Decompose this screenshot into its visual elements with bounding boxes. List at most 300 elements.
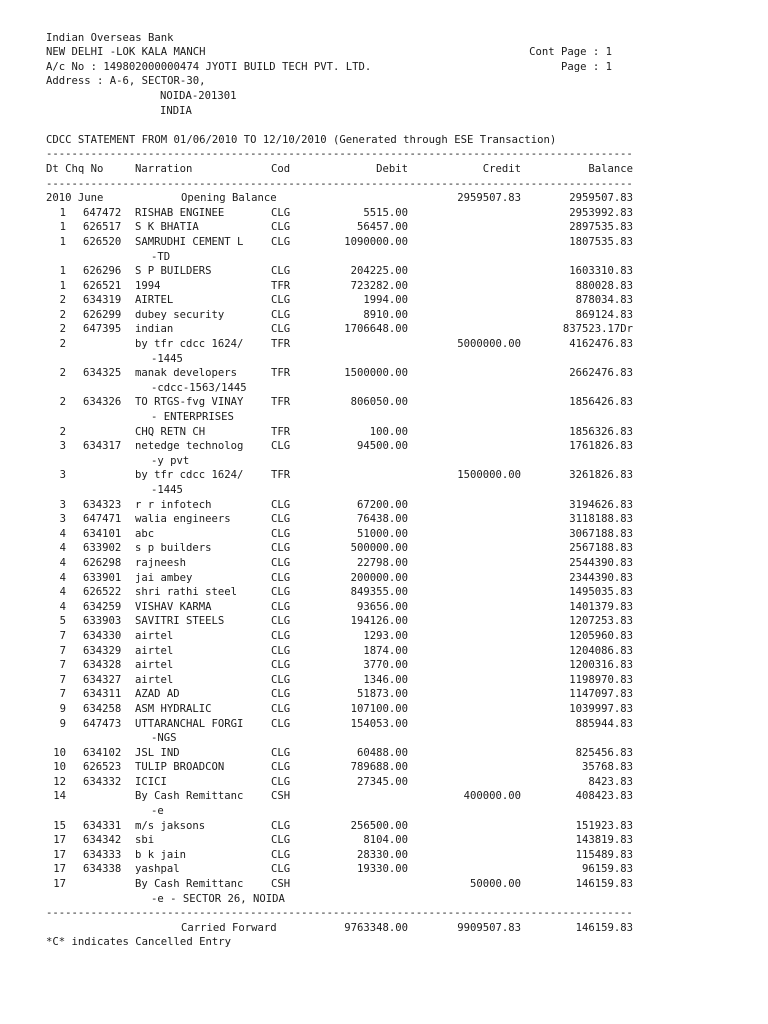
row-balance: 1495035.83 [569, 586, 633, 599]
row-narration: b k jain [135, 848, 187, 861]
transaction-row [46, 717, 656, 732]
row-narration: jai ambey [135, 571, 193, 584]
row-code: CLG [271, 863, 291, 876]
row-code: TFR [271, 425, 291, 438]
narration-continuation-text: -e - SECTOR 26, NOIDA [151, 892, 285, 905]
row-debit: 60488.00 [356, 746, 408, 759]
transaction-row [46, 512, 656, 527]
row-date: 4 [59, 571, 66, 584]
row-debit: 789688.00 [350, 761, 408, 774]
transaction-row [46, 789, 656, 804]
row-narration: CHQ RETN CH [135, 425, 206, 438]
row-debit: 51873.00 [356, 688, 408, 701]
row-narration: TULIP BROADCON [135, 761, 225, 774]
row-debit: 723282.00 [350, 279, 408, 292]
address-line-3: INDIA [160, 104, 192, 117]
row-debit: 5515.00 [363, 206, 408, 219]
row-date: 4 [59, 556, 66, 569]
transaction-row [46, 571, 656, 586]
row-balance: 151923.83 [575, 819, 633, 832]
row-balance: 1147097.83 [569, 688, 633, 701]
transaction-row [46, 673, 656, 688]
narration-continuation [46, 250, 656, 265]
row-balance: 8423.83 [588, 775, 633, 788]
col-credit: Credit [482, 162, 521, 175]
row-date: 3 [59, 469, 66, 482]
row-date: 3 [59, 440, 66, 453]
row-code: CLG [271, 659, 291, 672]
narration-continuation-text: -1445 [151, 484, 183, 496]
row-date: 14 [53, 790, 66, 803]
row-date: 7 [59, 629, 66, 642]
row-balance: 2344390.83 [569, 571, 633, 584]
row-date: 1 [59, 265, 66, 278]
row-balance: 869124.83 [575, 308, 633, 321]
row-code: TFR [271, 338, 291, 351]
row-date: 2 [59, 396, 66, 409]
row-code: CLG [271, 848, 291, 861]
bank-name: Indian Overseas Bank [46, 31, 174, 44]
row-cheque-no: 647471 [83, 513, 122, 526]
transaction-row [46, 644, 656, 659]
row-cheque-no: 634332 [83, 775, 122, 788]
col-dt-chq: Dt Chq No [46, 162, 104, 175]
separator: -------------------------------------------------------------------------------------------- [46, 177, 633, 190]
transaction-row [46, 833, 656, 848]
transaction-row [46, 629, 656, 644]
row-debit: 806050.00 [350, 396, 408, 409]
row-date: 2 [59, 338, 66, 351]
row-balance: 1856326.83 [569, 425, 633, 438]
row-narration: by tfr cdcc 1624/ [135, 469, 244, 482]
row-debit: 19330.00 [356, 863, 408, 876]
row-narration: by tfr cdcc 1624/ [135, 338, 244, 351]
row-balance: 1807535.83 [569, 235, 633, 248]
row-balance: 1198970.83 [569, 673, 633, 686]
row-code: CLG [271, 498, 291, 511]
row-narration: By Cash Remittanc [135, 878, 244, 891]
row-balance: 143819.83 [575, 834, 633, 847]
row-narration: TO RTGS-fvg VINAY [135, 396, 244, 409]
row-balance: 1761826.83 [569, 440, 633, 453]
row-date: 7 [59, 688, 66, 701]
transaction-row [46, 862, 656, 877]
row-cheque-no: 647472 [83, 206, 122, 219]
row-credit: 50000.00 [469, 878, 521, 891]
row-code: CLG [271, 819, 291, 832]
bank-statement [46, 16, 656, 950]
narration-continuation [46, 381, 656, 396]
transaction-row [46, 439, 656, 454]
row-narration: SAVITRI STEELS [135, 615, 225, 628]
transaction-row [46, 541, 656, 556]
opening-label: Opening Balance [181, 192, 277, 205]
transaction-row [46, 220, 656, 235]
row-narration: sbi [135, 834, 155, 847]
opening-credit: 2959507.83 [457, 192, 521, 205]
transaction-row [46, 206, 656, 221]
row-code: CLG [271, 644, 291, 657]
row-narration: indian [135, 323, 174, 336]
row-debit: 500000.00 [350, 542, 408, 555]
row-date: 2 [59, 294, 66, 307]
row-cheque-no: 647473 [83, 717, 122, 730]
row-debit: 51000.00 [356, 527, 408, 540]
row-cheque-no: 634311 [83, 688, 122, 701]
row-balance: 3118188.83 [569, 513, 633, 526]
row-code: CLG [271, 600, 291, 613]
row-cheque-no: 634327 [83, 673, 122, 686]
row-code: CLG [271, 586, 291, 599]
row-balance: 4162476.83 [569, 338, 633, 351]
opening-balance: 2959507.83 [569, 192, 633, 205]
row-code: CLG [271, 308, 291, 321]
transaction-row [46, 775, 656, 790]
row-balance: 837523.17Dr [562, 323, 633, 336]
row-narration: shri rathi steel [135, 586, 238, 599]
row-code: CLG [271, 235, 291, 248]
col-balance: Balance [588, 162, 633, 175]
branch-name: NEW DELHI -LOK KALA MANCH [46, 46, 206, 59]
row-narration: AIRTEL [135, 294, 174, 307]
row-cheque-no: 626296 [83, 265, 122, 278]
carried-forward-label: Carried Forward [181, 921, 277, 934]
transaction-row [46, 556, 656, 571]
row-debit: 204225.00 [350, 265, 408, 278]
row-credit: 1500000.00 [457, 469, 521, 482]
row-date: 17 [53, 863, 66, 876]
row-date: 4 [59, 542, 66, 555]
row-narration: netedge technolog [135, 440, 244, 453]
row-cheque-no: 626521 [83, 279, 122, 292]
transaction-row [46, 746, 656, 761]
transaction-row [46, 293, 656, 308]
row-debit: 154053.00 [350, 717, 408, 730]
opening-period: 2010 June [46, 192, 104, 205]
row-balance: 1204086.83 [569, 644, 633, 657]
row-narration: AZAD AD [135, 688, 180, 701]
row-cheque-no: 634328 [83, 659, 122, 672]
row-code: CLG [271, 688, 291, 701]
transaction-row [46, 498, 656, 513]
row-cheque-no: 626517 [83, 221, 122, 234]
row-cheque-no: 634338 [83, 863, 122, 876]
row-cheque-no: 634329 [83, 644, 122, 657]
row-date: 3 [59, 513, 66, 526]
row-balance: 2567188.83 [569, 542, 633, 555]
narration-continuation-text: -cdcc-1563/1445 [151, 381, 247, 394]
row-debit: 76438.00 [356, 513, 408, 526]
row-balance: 2953992.83 [569, 206, 633, 219]
row-balance: 1401379.83 [569, 600, 633, 613]
transaction-row [46, 366, 656, 381]
row-debit: 200000.00 [350, 571, 408, 584]
row-cheque-no: 634319 [83, 294, 122, 307]
transaction-row [46, 308, 656, 323]
row-cheque-no: 634102 [83, 746, 122, 759]
row-narration: yashpal [135, 863, 180, 876]
row-balance: 115489.83 [575, 848, 633, 861]
row-date: 3 [59, 498, 66, 511]
row-balance: 3067188.83 [569, 527, 633, 540]
row-narration: S P BUILDERS [135, 265, 212, 278]
row-narration: airtel [135, 659, 174, 672]
row-cheque-no: 626523 [83, 761, 122, 774]
row-cheque-no: 626299 [83, 308, 122, 321]
row-code: CLG [271, 775, 291, 788]
row-debit: 100.00 [369, 425, 408, 438]
row-narration: dubey security [135, 308, 225, 321]
row-cheque-no: 633901 [83, 571, 122, 584]
row-cheque-no: 634325 [83, 367, 122, 380]
row-balance: 3261826.83 [569, 469, 633, 482]
row-cheque-no: 633903 [83, 615, 122, 628]
row-balance: 885944.83 [575, 717, 633, 730]
row-balance: 146159.83 [575, 878, 633, 891]
cancelled-note: *C* indicates Cancelled Entry [46, 936, 231, 949]
row-balance: 1039997.83 [569, 702, 633, 715]
row-code: CLG [271, 294, 291, 307]
statement-title: CDCC STATEMENT FROM 01/06/2010 TO 12/10/2010 (Generated through ESE Transaction) [46, 133, 557, 146]
row-debit: 22798.00 [356, 556, 408, 569]
row-code: CSH [271, 790, 291, 803]
row-date: 17 [53, 878, 66, 891]
transaction-row [46, 468, 656, 483]
row-date: 1 [59, 221, 66, 234]
row-narration: By Cash Remittanc [135, 790, 244, 803]
row-credit: 400000.00 [463, 790, 521, 803]
row-balance: 2544390.83 [569, 556, 633, 569]
row-balance: 35768.83 [581, 761, 633, 774]
row-cheque-no: 634331 [83, 819, 122, 832]
row-cheque-no: 634101 [83, 527, 122, 540]
row-date: 1 [59, 279, 66, 292]
row-code: CLG [271, 323, 291, 336]
cont-page: Cont Page : 1 [529, 46, 612, 59]
row-debit: 8104.00 [363, 834, 408, 847]
row-code: CLG [271, 221, 291, 234]
row-balance: 1603310.83 [569, 265, 633, 278]
row-cheque-no: 626522 [83, 586, 122, 599]
opening-balance-row [46, 191, 656, 206]
row-balance: 408423.83 [575, 790, 633, 803]
row-cheque-no: 647395 [83, 323, 122, 336]
row-cheque-no: 634259 [83, 600, 122, 613]
row-date: 2 [59, 367, 66, 380]
narration-continuation-text: -1445 [151, 352, 183, 365]
row-balance: 1205960.83 [569, 629, 633, 642]
row-narration: ASM HYDRALIC [135, 702, 212, 715]
carried-forward-balance: 146159.83 [575, 921, 633, 934]
row-narration: s p builders [135, 542, 212, 555]
row-cheque-no: 634323 [83, 498, 122, 511]
page-number: Page : 1 [560, 60, 612, 73]
transaction-row [46, 614, 656, 629]
row-debit: 8910.00 [363, 308, 408, 321]
row-debit: 93656.00 [356, 600, 408, 613]
row-cheque-no: 626520 [83, 235, 122, 248]
column-header-row [46, 162, 656, 177]
row-balance: 96159.83 [581, 863, 633, 876]
row-date: 9 [59, 717, 66, 730]
row-narration: abc [135, 527, 155, 540]
transaction-row [46, 279, 656, 294]
row-date: 1 [59, 206, 66, 219]
row-date: 2 [59, 425, 66, 438]
row-debit: 94500.00 [356, 440, 408, 453]
row-date: 12 [53, 775, 66, 788]
row-narration: rajneesh [135, 556, 187, 569]
row-debit: 256500.00 [350, 819, 408, 832]
row-code: CLG [271, 629, 291, 642]
narration-continuation [46, 892, 656, 907]
row-date: 7 [59, 673, 66, 686]
row-balance: 1207253.83 [569, 615, 633, 628]
row-debit: 1346.00 [363, 673, 408, 686]
transaction-row [46, 658, 656, 673]
row-code: CLG [271, 542, 291, 555]
row-narration: RISHAB ENGINEE [135, 206, 225, 219]
row-code: TFR [271, 396, 291, 409]
row-balance: 2897535.83 [569, 221, 633, 234]
narration-continuation [46, 483, 656, 498]
row-narration: S K BHATIA [135, 221, 199, 234]
row-date: 2 [59, 308, 66, 321]
narration-continuation-text: - ENTERPRISES [151, 411, 234, 424]
carried-forward-debit: 9763348.00 [344, 921, 408, 934]
row-debit: 1293.00 [363, 629, 408, 642]
narration-continuation [46, 454, 656, 469]
transaction-row [46, 600, 656, 615]
row-narration: airtel [135, 644, 174, 657]
row-cheque-no: 634333 [83, 848, 122, 861]
transaction-row [46, 264, 656, 279]
row-narration: walia engineers [135, 513, 231, 526]
row-code: CLG [271, 717, 291, 730]
narration-continuation [46, 731, 656, 746]
transaction-row [46, 527, 656, 542]
row-narration: SAMRUDHI CEMENT L [135, 235, 244, 248]
row-narration: airtel [135, 673, 174, 686]
row-debit: 1874.00 [363, 644, 408, 657]
transaction-rows [46, 206, 656, 907]
row-narration: JSL IND [135, 746, 180, 759]
narration-continuation [46, 804, 656, 819]
row-narration: r r infotech [135, 498, 212, 511]
carried-forward-row [46, 921, 656, 936]
row-debit: 3770.00 [363, 659, 408, 672]
transaction-row [46, 585, 656, 600]
transaction-row [46, 235, 656, 250]
row-code: TFR [271, 367, 291, 380]
row-code: CLG [271, 673, 291, 686]
row-code: CLG [271, 571, 291, 584]
row-debit: 56457.00 [356, 221, 408, 234]
row-narration: ICICI [135, 775, 167, 788]
transaction-row [46, 687, 656, 702]
col-narration: Narration [135, 162, 193, 175]
row-cheque-no: 634342 [83, 834, 122, 847]
row-date: 7 [59, 659, 66, 672]
row-date: 10 [53, 761, 66, 774]
row-date: 15 [53, 819, 66, 832]
transaction-row [46, 819, 656, 834]
row-code: CLG [271, 206, 291, 219]
narration-continuation [46, 410, 656, 425]
row-cheque-no: 626298 [83, 556, 122, 569]
row-balance: 2662476.83 [569, 367, 633, 380]
row-date: 9 [59, 702, 66, 715]
row-narration: UTTARANCHAL FORGI [135, 717, 244, 730]
transaction-row [46, 337, 656, 352]
row-debit: 107100.00 [350, 702, 408, 715]
row-code: TFR [271, 279, 291, 292]
transaction-row [46, 760, 656, 775]
row-debit: 67200.00 [356, 498, 408, 511]
row-debit: 849355.00 [350, 586, 408, 599]
row-balance: 878034.83 [575, 294, 633, 307]
col-cod: Cod [271, 162, 291, 175]
row-debit: 1500000.00 [344, 367, 408, 380]
row-debit: 27345.00 [356, 775, 408, 788]
row-date: 1 [59, 235, 66, 248]
row-date: 10 [53, 746, 66, 759]
narration-continuation [46, 352, 656, 367]
separator: -------------------------------------------------------------------------------------------- [46, 148, 633, 161]
row-narration: airtel [135, 629, 174, 642]
row-debit: 1706648.00 [344, 323, 408, 336]
row-date: 2 [59, 323, 66, 336]
row-date: 5 [59, 615, 66, 628]
row-code: CLG [271, 834, 291, 847]
row-code: CLG [271, 265, 291, 278]
row-cheque-no: 634317 [83, 440, 122, 453]
row-balance: 3194626.83 [569, 498, 633, 511]
row-code: CLG [271, 440, 291, 453]
row-code: CLG [271, 527, 291, 540]
separator: -------------------------------------------------------------------------------------------- [46, 907, 633, 920]
narration-continuation-text: -TD [151, 250, 171, 263]
address-line-1: Address : A-6, SECTOR-30, [46, 75, 206, 88]
row-date: 4 [59, 527, 66, 540]
row-cheque-no: 634330 [83, 629, 122, 642]
row-code: CLG [271, 761, 291, 774]
row-narration: 1994 [135, 279, 161, 292]
transaction-row [46, 425, 656, 440]
row-code: TFR [271, 469, 291, 482]
carried-forward-credit: 9909507.83 [457, 921, 521, 934]
address-line-2: NOIDA-201301 [160, 89, 237, 102]
row-narration: m/s jaksons [135, 819, 206, 832]
transaction-row [46, 848, 656, 863]
row-debit: 28330.00 [356, 848, 408, 861]
row-balance: 880028.83 [575, 279, 633, 292]
transaction-row [46, 395, 656, 410]
row-narration: manak developers [135, 367, 238, 380]
row-debit: 194126.00 [350, 615, 408, 628]
account-line: A/c No : 149802000000474 JYOTI BUILD TECH PVT. LTD. [46, 60, 372, 73]
row-cheque-no: 634258 [83, 702, 122, 715]
row-date: 4 [59, 600, 66, 613]
row-balance: 825456.83 [575, 746, 633, 759]
row-debit: 1994.00 [363, 294, 408, 307]
row-credit: 5000000.00 [457, 338, 521, 351]
row-cheque-no: 633902 [83, 542, 122, 555]
col-debit: Debit [376, 162, 408, 175]
row-code: CLG [271, 746, 291, 759]
row-code: CSH [271, 878, 291, 891]
narration-continuation-text: -e [151, 805, 164, 818]
